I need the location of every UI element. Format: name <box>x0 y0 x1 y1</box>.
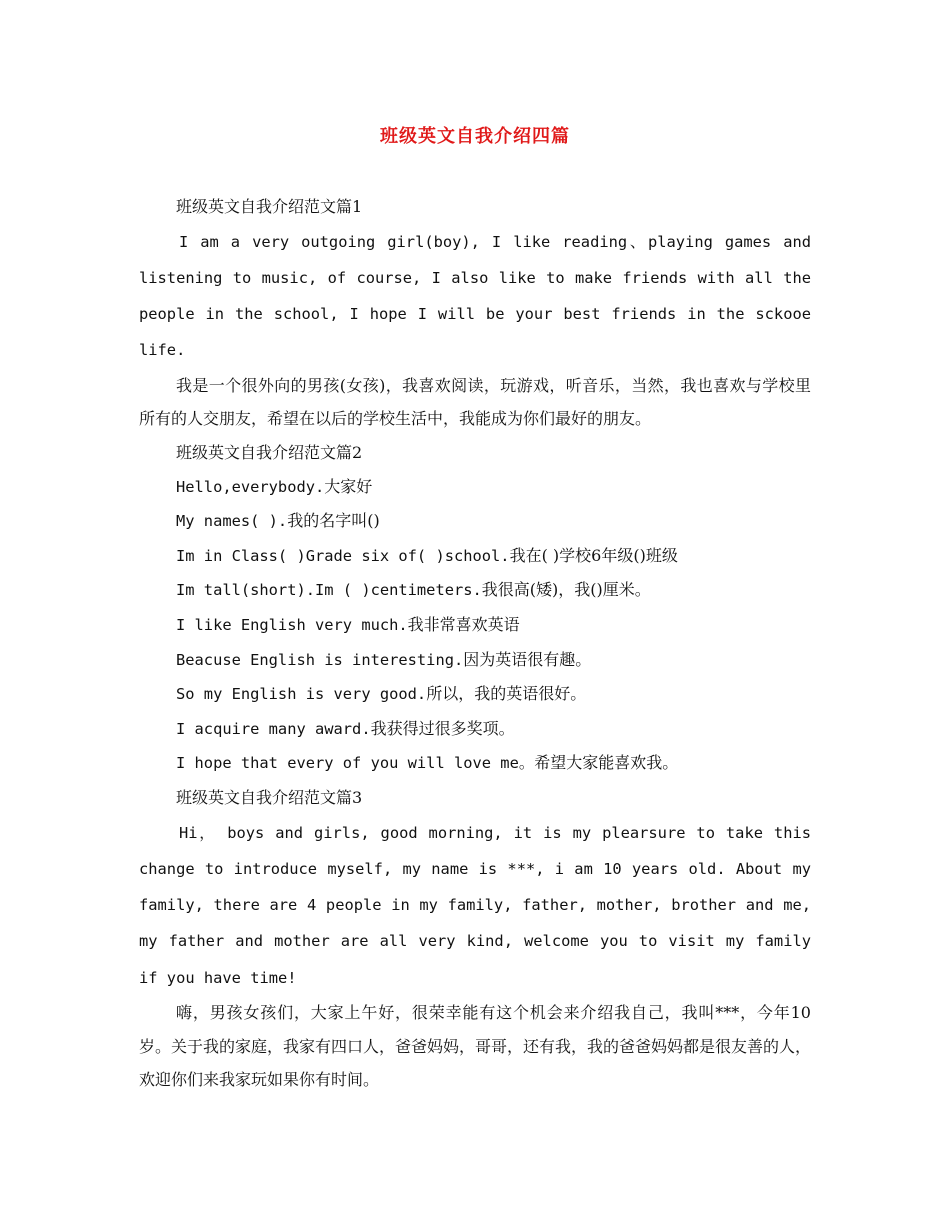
line-english: Im tall(short).Im ( )centimeters. <box>176 581 482 600</box>
section3-chinese-paragraph: 嗨，男孩女孩们，大家上午好，很荣幸能有这个机会来介绍我自己，我叫***，今年10岁。关于我的家庭，我家有四口人，爸爸妈妈，哥哥，还有我，我的爸爸妈妈都是很友善的人，欢迎你们来我家玩如果你有时间。 <box>139 1002 812 1090</box>
section3-heading: 班级英文自我介绍范文篇3 <box>176 787 363 807</box>
line-english: I hope that every of you will love me。 <box>176 754 535 773</box>
document-body <box>139 190 811 1097</box>
line-chinese: 我很高(矮)，我()厘米。 <box>481 580 651 600</box>
section1-english-paragraph: I am a very outgoing girl(boy), I like reading、playing games and listening to music, of course, I also like to make friends with all the people in the school, I hope I will be your best friends in the sckooe life. <box>139 232 811 360</box>
line-chinese: 因为英语很有趣。 <box>463 649 592 669</box>
line-chinese: 我获得过很多奖项。 <box>370 718 515 738</box>
document-title: 班级英文自我介绍四篇 <box>380 126 570 147</box>
line-chinese: 所以，我的英语很好。 <box>426 684 587 704</box>
line-english: So my English is very good. <box>176 685 427 704</box>
line-english: Im in Class( )Grade six of( )school. <box>176 546 510 565</box>
line-chinese: 我在( )学校6年级()班级 <box>509 545 678 565</box>
section2-line <box>139 643 811 678</box>
section2-line <box>139 504 811 539</box>
line-english: Beacuse English is interesting. <box>176 650 464 669</box>
section2-heading: 班级英文自我介绍范文篇2 <box>176 442 363 462</box>
line-chinese: 大家好 <box>324 476 373 496</box>
section2-line <box>139 712 811 747</box>
line-chinese: 我非常喜欢英语 <box>407 614 520 634</box>
section2-line <box>139 470 811 505</box>
section2-line <box>139 677 811 712</box>
section2-line <box>139 539 811 574</box>
line-english: I like English very much. <box>176 615 408 634</box>
line-chinese: 我的名字叫() <box>287 511 380 531</box>
section2-lines <box>139 470 811 781</box>
section1-chinese-paragraph: 我是一个很外向的男孩(女孩)，我喜欢阅读，玩游戏，听音乐，当然，我也喜欢与学校里所有的人交朋友，希望在以后的学校生活中，我能成为你们最好的朋友。 <box>139 375 811 429</box>
section3-english-paragraph: Hi， boys and girls, good morning, it is my plearsure to take this change to introduce myself, my name is ***, i am 10 years old. About my family, there are 4 people in my family, father, mother, brother and me, my father and mother are all very kind, welcome you to visit my family if you have time! <box>139 823 811 987</box>
line-english: I acquire many award. <box>176 719 371 738</box>
section1-heading: 班级英文自我介绍范文篇1 <box>176 197 363 216</box>
line-english: Hello,everybody. <box>176 477 325 496</box>
section2-line <box>139 573 811 608</box>
line-english: My names( ). <box>176 512 288 531</box>
section2-line <box>139 746 811 781</box>
line-chinese: 希望大家能喜欢我。 <box>534 753 679 773</box>
section2-line <box>139 608 811 643</box>
